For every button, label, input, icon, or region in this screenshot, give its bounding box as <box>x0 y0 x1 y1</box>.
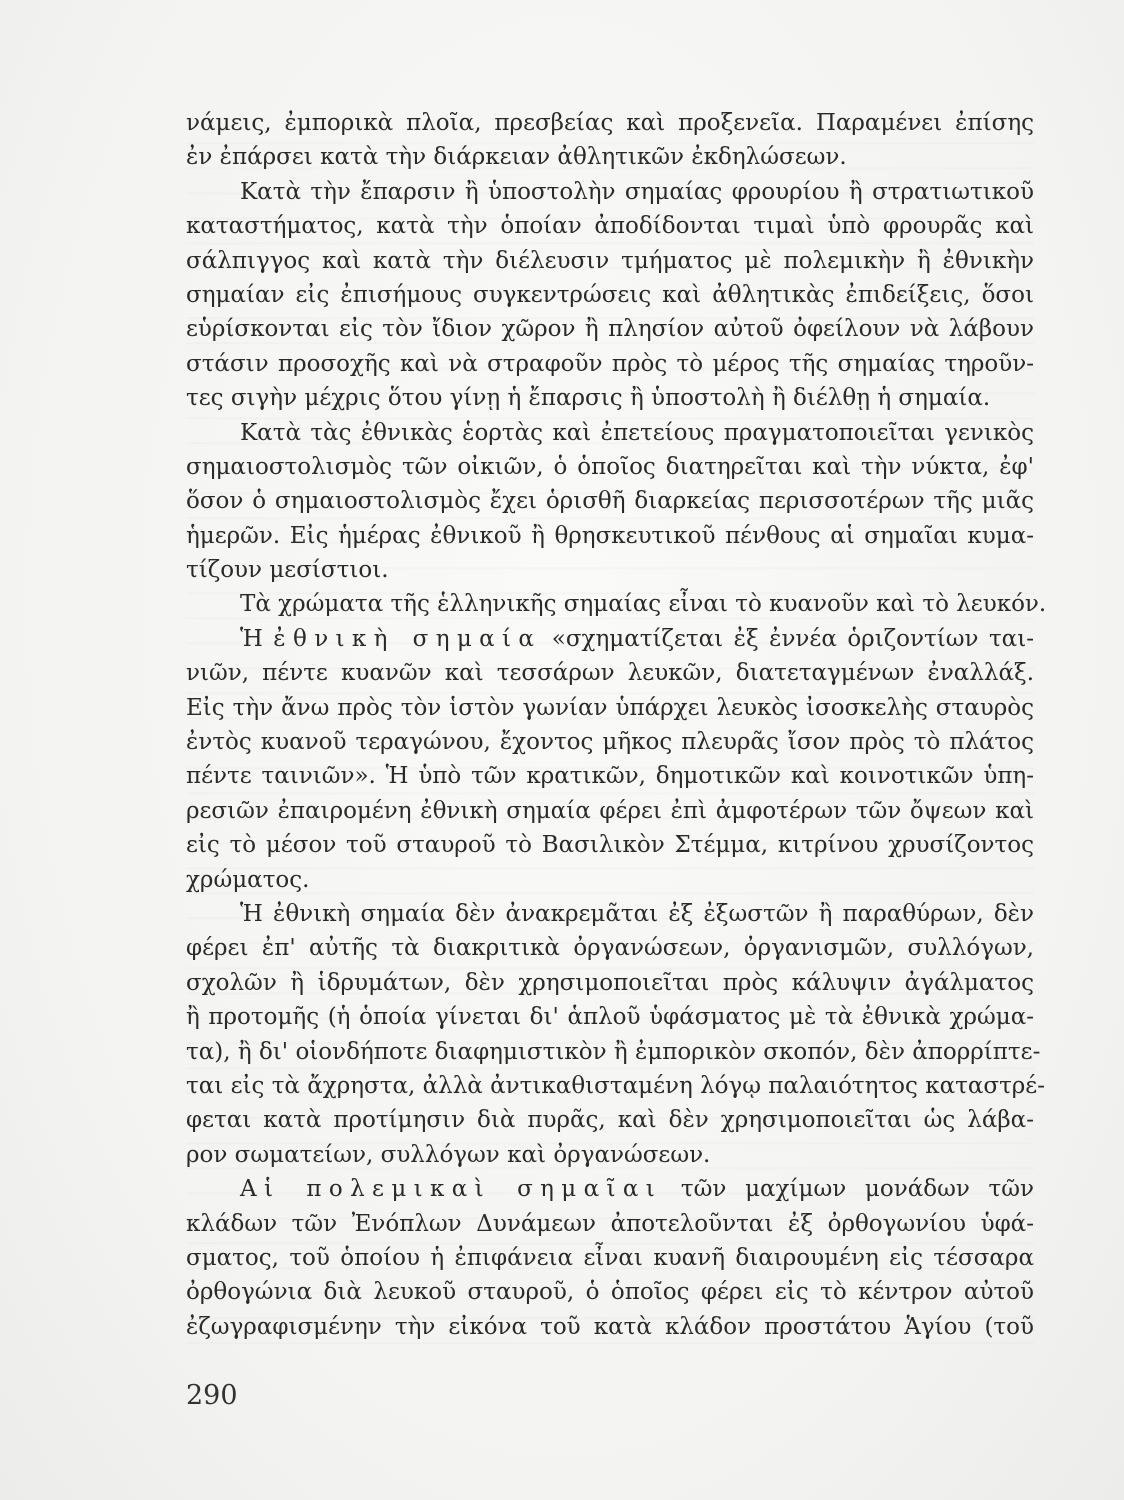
text-line: σημαιοστολισμὸς τῶν οἰκιῶν, ὁ ὁποῖος διατηρεῖται καὶ τὴν νύκτα, ἐφ' <box>186 453 1034 480</box>
text-line: Τὰ χρώματα τῆς ἑλληνικῆς σημαίας εἶναι τὸ κυανοῦν καὶ τὸ λευκόν. <box>240 591 1047 618</box>
text-line: στάσιν προσοχῆς καὶ νὰ στραφοῦν πρὸς τὸ μέρος τῆς σημαίας τηροῦν- <box>186 350 1034 377</box>
text-segment: «σχηματίζεται ἐξ ἐννέα ὁριζοντίων ται- <box>541 625 1034 652</box>
text-line <box>186 622 1034 656</box>
text-line: Κατὰ τὴν ἔπαρσιν ἢ ὑποστολὴν σημαίας φρουρίου ἢ στρατιωτικοῦ <box>240 178 1034 205</box>
text-line: ρεσιῶν ἐπαιρομένη ἐθνικὴ σημαία φέρει ἐπὶ ἀμφοτέρων τῶν ὄψεων καὶ <box>186 797 1034 824</box>
text-line: ἡμερῶν. Εἰς ἡμέρας ἐθνικοῦ ἢ θρησκευτικοῦ πένθους αἱ σημαῖαι κυμα- <box>186 522 1034 549</box>
text-segment: Ἡ <box>240 625 274 652</box>
text-line: νάμεις, ἐμπορικὰ πλοῖα, πρεσβείας καὶ προξενεῖα. Παραμένει ἐπίσης <box>186 110 1034 136</box>
text-line: ἐν ἐπάρσει κατὰ τὴν διάρκειαν ἀθλητικῶν ἐκδηλώσεων. <box>186 144 847 171</box>
text-segment: τῶν μαχίμων μονάδων τῶν <box>662 1176 1034 1203</box>
text-line: ἐντὸς κυανοῦ τεραγώνου, ἔχοντος μῆκος πλευρᾶς ἴσον πρὸς τὸ πλάτος <box>186 729 1034 756</box>
text-line: φεται κατὰ προτίμησιν διὰ πυρᾶς, καὶ δὲν χρησιμοποιεῖται ὡς λάβα- <box>186 1107 1034 1134</box>
text-line: ἐζωγραφισμένην τὴν εἰκόνα τοῦ κατὰ κλάδον προστάτου Ἁγίου (τοῦ <box>186 1313 1034 1340</box>
text-line: τες σιγὴν μέχρις ὅτου γίνῃ ἡ ἔπαρσις ἢ ὑποστολὴ ἢ διέλθῃ ἡ σημαία. <box>186 385 991 412</box>
text-line: ὀρθογώνια διὰ λευκοῦ σταυροῦ, ὁ ὁποῖος φέρει εἰς τὸ κέντρον αὐτοῦ <box>186 1279 1034 1306</box>
text-line: πέντε ταινιῶν». Ἡ ὑπὸ τῶν κρατικῶν, δημοτικῶν καὶ κοινοτικῶν ὑπη- <box>186 763 1034 790</box>
text-line: σματος, τοῦ ὁποίου ἡ ἐπιφάνεια εἶναι κυανῆ διαιρουμένη εἰς τέσσαρα <box>186 1244 1034 1271</box>
text-line: ὅσον ὁ σημαιοστολισμὸς ἔχει ὁρισθῆ διαρκείας περισσοτέρων τῆς μιᾶς <box>186 488 1034 515</box>
text-line: ἢ προτομῆς (ἡ ὁποία γίνεται δι' ἁπλοῦ ὑφάσματος μὲ τὰ ἐθνικὰ χρώμα- <box>186 1004 1034 1031</box>
spaced-emphasis: ἐθνικὴ σημαία <box>273 625 542 652</box>
text-line: φέρει ἐπ' αὐτῆς τὰ διακριτικὰ ὀργανώσεων, ὀργανισμῶν, συλλόγων, <box>186 935 1034 962</box>
text-line: καταστήματος, κατὰ τὴν ὁποίαν ἀποδίδονται τιμαὶ ὑπὸ φρουρᾶς καὶ <box>186 213 1034 240</box>
text-line: σημαίαν εἰς ἐπισήμους συγκεντρώσεις καὶ ἀθλητικὰς ἐπιδείξεις, ὅσοι <box>186 281 1034 308</box>
text-line: ται εἰς τὰ ἄχρηστα, ἀλλὰ ἀντικαθισταμένη λόγῳ παλαιότητος καταστρέ- <box>186 1072 1045 1099</box>
text-line: Ἡ ἐθνικὴ σημαία δὲν ἀνακρεμᾶται ἐξ ἐξωστῶν ἢ παραθύρων, δὲν <box>240 900 1034 927</box>
text-line: τα), ἢ δι' οἱονδήποτε διαφημιστικὸν ἢ ἐμπορικὸν σκοπόν, δὲν ἀπορρίπτε- <box>186 1038 1041 1065</box>
text-line: εἰς τὸ μέσον τοῦ σταυροῦ τὸ Βασιλικὸν Στέμμα, κιτρίνου χρυσίζοντος <box>186 832 1034 859</box>
text-line: εὑρίσκονται εἰς τὸν ἴδιον χῶρον ἢ πλησίον αὐτοῦ ὀφείλουν νὰ λάβουν <box>186 316 1034 343</box>
text-line: σχολῶν ἢ ἱδρυμάτων, δὲν χρησιμοποιεῖται πρὸς κάλυψιν ἀγάλματος <box>186 969 1034 996</box>
page-number: 290 <box>186 1380 238 1411</box>
spaced-emphasis: Αἱ πολεμικαὶ σημαῖαι <box>240 1176 663 1203</box>
text-line: σάλπιγγος καὶ κατὰ τὴν διέλευσιν τμήματος μὲ πολεμικὴν ἢ ἐθνικὴν <box>186 247 1034 274</box>
text-line: τίζουν μεσίστιοι. <box>186 557 389 584</box>
text-line: χρώματος. <box>186 866 310 893</box>
text-line: Εἰς τὴν ἄνω πρὸς τὸν ἱστὸν γωνίαν ὑπάρχει λευκὸς ἰσοσκελὴς σταυρὸς <box>186 694 1034 721</box>
text-line: Κατὰ τὰς ἐθνικὰς ἑορτὰς καὶ ἐπετείους πραγματοποιεῖται γενικὸς <box>240 419 1034 446</box>
text-line <box>186 1172 1034 1206</box>
text-line: νιῶν, πέντε κυανῶν καὶ τεσσάρων λευκῶν, διατεταγμένων ἐναλλάξ. <box>186 660 1034 687</box>
text-line: κλάδων τῶν Ἐνόπλων Δυνάμεων ἀποτελοῦνται ἐξ ὀρθογωνίου ὑφά- <box>186 1210 1034 1237</box>
text-line: ρον σωματείων, συλλόγων καὶ ὀργανώσεων. <box>186 1141 711 1168</box>
body-text <box>186 106 1047 1344</box>
